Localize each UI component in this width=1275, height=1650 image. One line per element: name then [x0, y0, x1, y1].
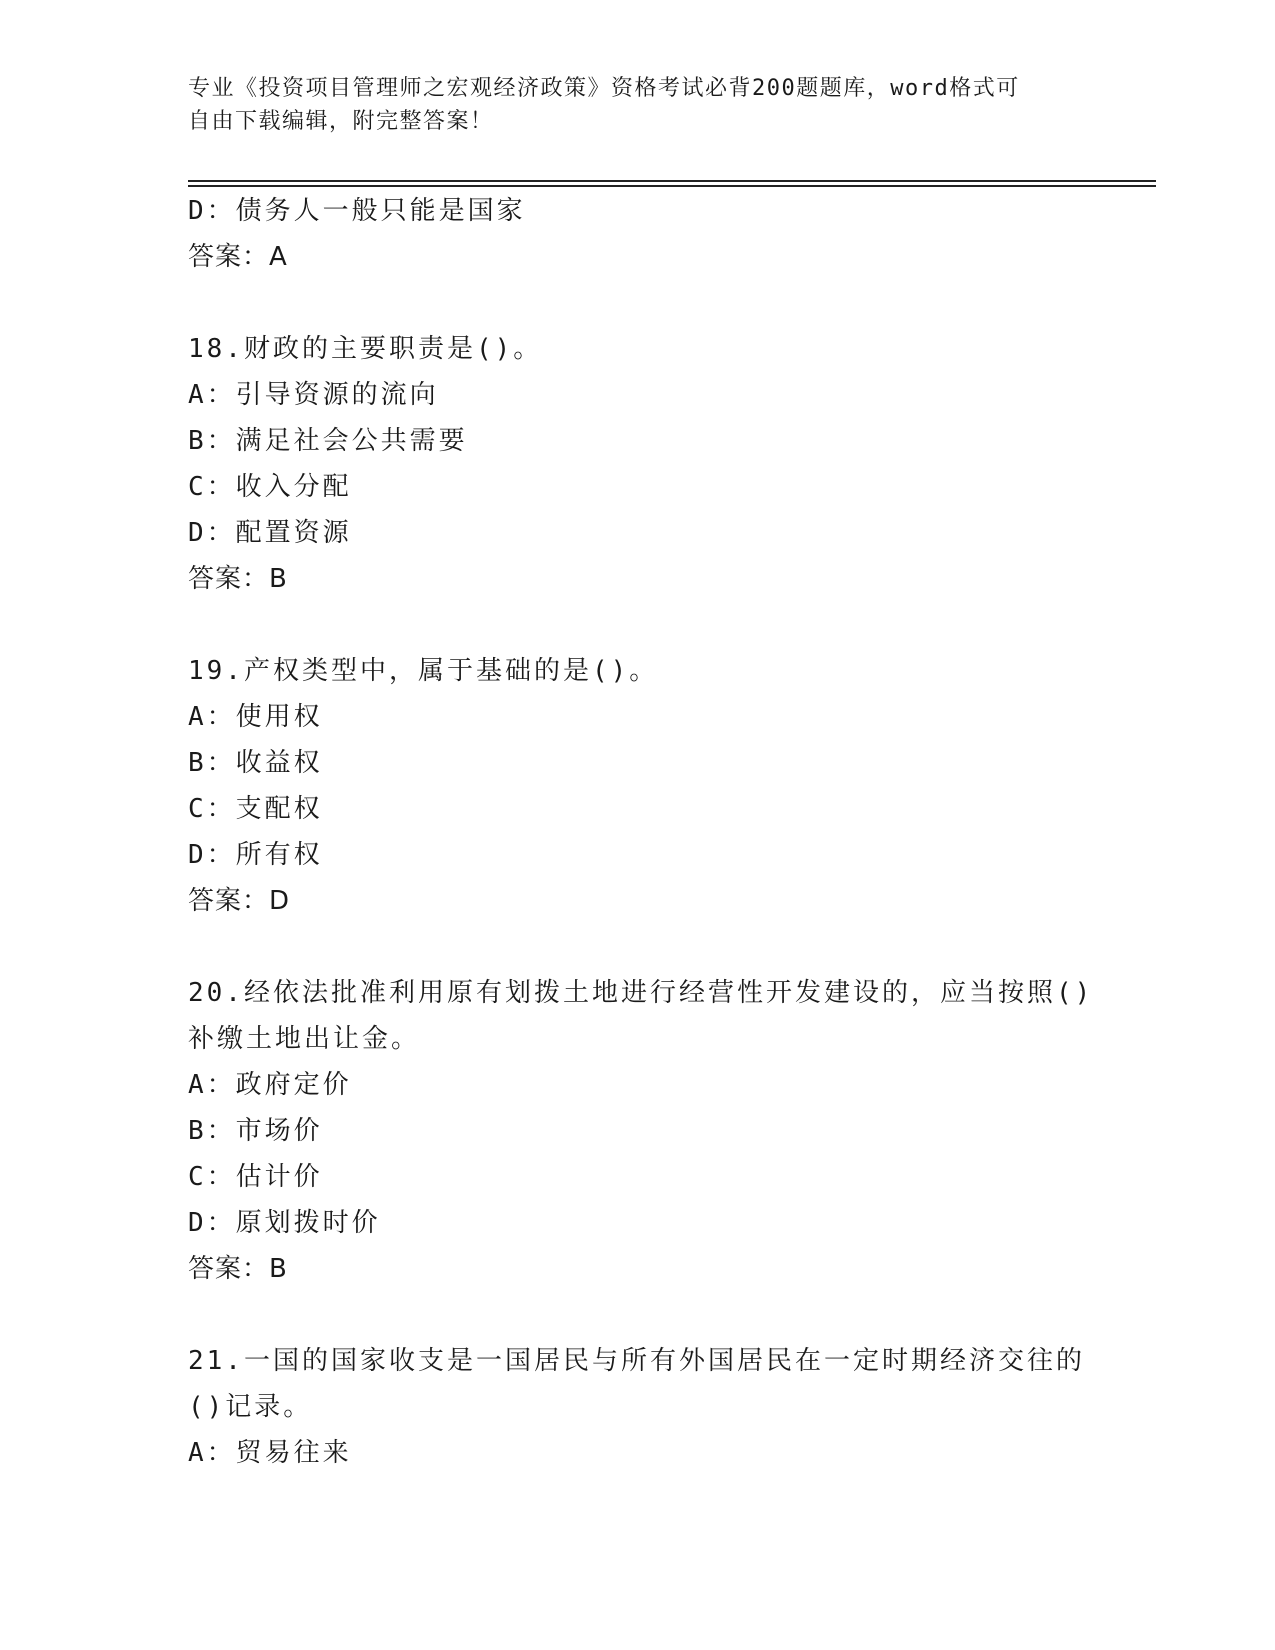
header-line-2: 自由下载编辑，附完整答案！	[188, 109, 494, 134]
question-text-line-2: ()记录。	[188, 1392, 313, 1422]
option-a: A：政府定价	[188, 1070, 352, 1100]
question-block-20	[188, 970, 1094, 1292]
option-a: A：引导资源的流向	[188, 380, 439, 410]
spacer	[188, 924, 1088, 970]
question-text-line-2: 补缴土地出让金。	[188, 1024, 421, 1054]
question-block-17	[188, 188, 1088, 280]
question-text-line-1: 21.一国的国家收支是一国居民与所有外国居民在一定时期经济交往的	[188, 1346, 1085, 1376]
option-a: A：使用权	[188, 702, 323, 732]
answer-label: 答案：D	[188, 886, 291, 916]
spacer	[188, 1292, 1088, 1338]
spacer	[188, 602, 1088, 648]
question-text: 18.财政的主要职责是()。	[188, 334, 543, 364]
header-divider-bottom	[188, 185, 1156, 187]
answer-label: 答案：B	[188, 1254, 288, 1284]
option-b: B：满足社会公共需要	[188, 426, 468, 456]
question-block-21	[188, 1338, 1088, 1476]
question-list	[188, 188, 1094, 1476]
option-d: D：债务人一般只能是国家	[188, 196, 526, 226]
option-d: D：原划拨时价	[188, 1208, 381, 1238]
spacer	[188, 280, 1088, 326]
option-c: C：收入分配	[188, 472, 352, 502]
header-divider-top	[188, 180, 1156, 182]
option-b: B：市场价	[188, 1116, 323, 1146]
answer-label: 答案：A	[188, 242, 288, 272]
option-a: A：贸易往来	[188, 1438, 352, 1468]
option-c: C：估计价	[188, 1162, 323, 1192]
question-text-line-1: 20.经依法批准利用原有划拨土地进行经营性开发建设的，应当按照()	[188, 978, 1094, 1008]
answer-label: 答案：B	[188, 564, 288, 594]
header-line-1: 专业《投资项目管理师之宏观经济政策》资格考试必背200题题库，word格式可	[188, 76, 1020, 101]
option-b: B：收益权	[188, 748, 323, 778]
question-text: 19.产权类型中，属于基础的是()。	[188, 656, 659, 686]
question-block-19	[188, 648, 1088, 924]
document-header	[188, 72, 1068, 138]
option-d: D：配置资源	[188, 518, 352, 548]
question-block-18	[188, 326, 1088, 602]
option-c: C：支配权	[188, 794, 323, 824]
option-d: D：所有权	[188, 840, 323, 870]
